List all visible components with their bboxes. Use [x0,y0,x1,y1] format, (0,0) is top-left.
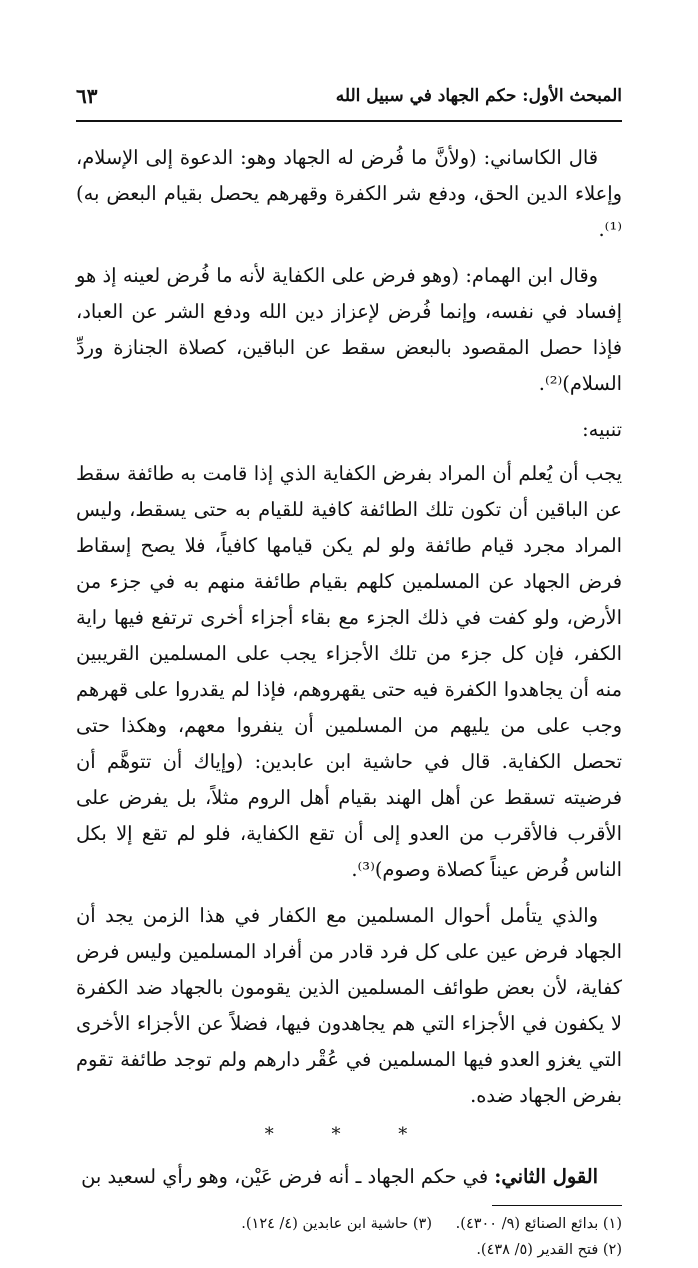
paragraph-ibn-alhumam-quote: وقال ابن الهمام: (وهو فرض على الكفاية لأنه ما فُرض لعينه إذ هو إفساد في نفسه، وإنما فُرض لإعزاز دين الله ودفع الشر عن العباد، فإذا حصل المقصود بالبعض سقط عن الباقين، كصلاة الجنازة وردِّ السلام)⁽²⁾. [76,264,622,395]
paragraph-note-body: يجب أن يُعلم أن المراد بفرض الكفاية الذي إذا قامت به طائفة سقط عن الباقين أن تكون تلك الطائفة كافية للقيام به حتى يسقط، وليس المراد مجرد قيام طائفة ولو لم يكن قيامها كافياً، فلا يصح إسقاط فرض الجهاد عن المسلمين كلهم بقيام طائفة منهم به في جزء من الأرض، ولو كفت في ذلك الجزء مع بقاء أجزاء أخرى ترتفع فيها راية الكفر، فإن كل جزء من تلك الأجزاء يجب على المسلمين القريبين منه أن يجاهدوا الكفرة فيه حتى يقهروهم، فإذا لم يقدروا على قهرهم وجب على من يليهم من المسلمين أن ينفروا معهم، وهكذا حتى تحصل الكفاية. قال في حاشية ابن عابدين: (وإياك أن تتوهَّم أن فرضيته تسقط عن أهل الهند بقيام أهل الروم مثلاً، بل يفرض على الأقرب فالأقرب من العدو إلى أن تقع الكفاية، فلو لم تقع إلا بكل الناس فُرض عيناً كصلاة وصوم)⁽³⁾. [76,462,622,881]
footnote-1: (١) بدائع الصنائع (٩/ ٤٣٠٠). [455,1216,622,1232]
book-page [76,80,622,1258]
footnote-divider [492,1205,622,1206]
running-header [76,80,622,122]
paragraph-kasani-quote: قال الكاساني: (ولأنَّ ما فُرض له الجهاد وهو: الدعوة إلى الإسلام، وإعلاء الدين الحق، ودفع شر الكفرة وقهرهم يحصل بقيام البعض به)⁽¹⁾. [76,146,622,241]
body-text [76,140,622,1195]
footnote-3: (٣) حاشية ابن عابدين (٤/ ١٢٤). [241,1216,432,1232]
chapter-title: المبحث الأول: حكم الجهاد في سبيل الله [335,86,622,106]
footnote-2: (٢) فتح القدير (٥/ ٤٣٨). [476,1242,622,1258]
page-number: ٦٣ [76,84,98,108]
paragraph-conclusion: والذي يتأمل أحوال المسلمين مع الكفار في هذا الزمن يجد أن الجهاد فرض عين على كل فرد قادر من أفراد المسلمين وليس فرض كفاية، لأن بعض طوائف المسلمين الذين يقومون بالجهاد ضد الكفرة لا يكفون في الأجزاء التي هم يجاهدون فيها، فضلاً عن الأجزاء الأخرى التي يغزو العدو فيها المسلمين في عُقْر دارهم ولم توجد طائفة تقوم بفرض الجهاد ضده. [76,904,622,1107]
note-heading: تنبيه: [582,418,622,441]
second-saying-text: في حكم الجهاد ـ أنه فرض عَيْن، وهو رأي لسعيد بن [81,1165,495,1188]
footnotes [76,1212,622,1268]
section-separator: * * * [264,1124,434,1145]
paragraph-second-saying [76,1159,622,1195]
second-saying-label: القول الثاني: [494,1165,598,1188]
